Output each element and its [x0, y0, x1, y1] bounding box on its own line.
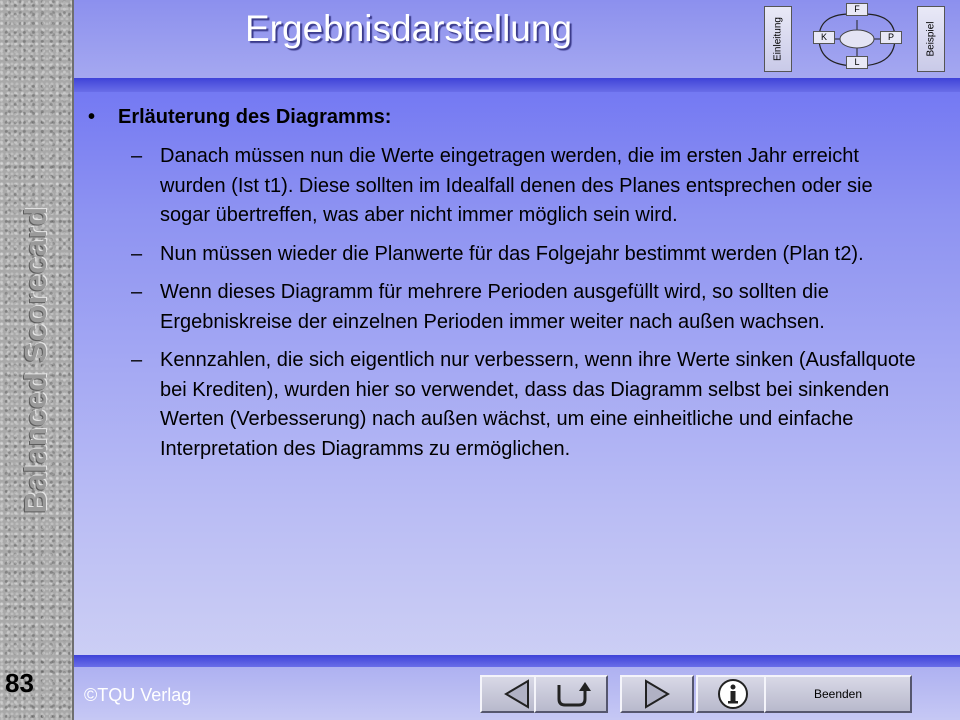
header-divider — [74, 78, 960, 92]
list-item — [131, 346, 920, 464]
sidebar-title: Balanced Scorecard — [18, 206, 53, 514]
nav-einleitung-label: Einleitung — [772, 17, 784, 61]
triangle-right-icon — [642, 679, 672, 709]
nav-node-k[interactable]: K — [813, 31, 835, 44]
copyright-text: ©TQU Verlag — [84, 685, 192, 705]
return-arrow-icon — [551, 679, 591, 709]
forward-button[interactable] — [620, 675, 694, 713]
triangle-left-icon — [502, 679, 532, 709]
list-item — [131, 142, 920, 231]
page-title: Ergebnisdarstellung — [245, 8, 573, 49]
header — [74, 0, 960, 78]
list-item-text: Kennzahlen, die sich eigentlich nur verbessern, wenn ihre Werte sinken (Ausfallquote bei Krediten), wurden hier so verwendet, dass das Diagramm selbst bei sinkenden Werten (Verbesserung) nach außen wächst, um eine einheitliche und einfache Interpretation des Diagramms zu ermöglichen. — [160, 349, 916, 460]
page-number: 83 — [5, 668, 34, 698]
list-item-text: Danach müssen nun die Werte eingetragen werden, die im ersten Jahr erreicht wurden (Ist t1). Diese sollten im Idealfall denen des Planes entsprechen oder sie sogar übertreffen, was aber nicht immer möglich sein wird. — [160, 145, 873, 226]
bullet-heading: • Erläuterung des Diagramms: — [86, 104, 946, 130]
nav-node-l[interactable]: L — [846, 56, 868, 69]
sidebar — [0, 0, 74, 720]
info-icon — [717, 678, 749, 710]
list-item-text: Wenn dieses Diagramm für mehrere Perioden ausgefüllt wird, so sollten die Ergebniskreise der einzelnen Perioden immer weiter nach außen wachsen. — [160, 281, 829, 333]
dash-marker: – — [131, 145, 143, 167]
slide — [74, 0, 960, 720]
nav-center-ellipse[interactable] — [840, 30, 874, 48]
dash-marker: – — [131, 349, 143, 371]
info-button[interactable] — [696, 675, 770, 713]
list-item-text: Nun müssen wieder die Planwerte für das Folgejahr bestimmt werden (Plan t2). — [160, 242, 864, 265]
slide-content — [86, 104, 946, 464]
dash-marker: – — [131, 242, 143, 265]
nav-node-f[interactable]: F — [846, 3, 868, 16]
list-item — [131, 278, 920, 337]
nav-einleitung-button[interactable] — [764, 6, 792, 72]
footer-divider — [74, 655, 960, 667]
nav-beispiel-button[interactable] — [917, 6, 945, 72]
end-button[interactable]: Beenden — [764, 675, 912, 713]
list-item — [131, 240, 920, 270]
dash-marker: – — [131, 281, 143, 303]
return-button[interactable] — [534, 675, 608, 713]
nav-node-p[interactable]: P — [880, 31, 902, 44]
nav-beispiel-label: Beispiel — [925, 21, 937, 57]
